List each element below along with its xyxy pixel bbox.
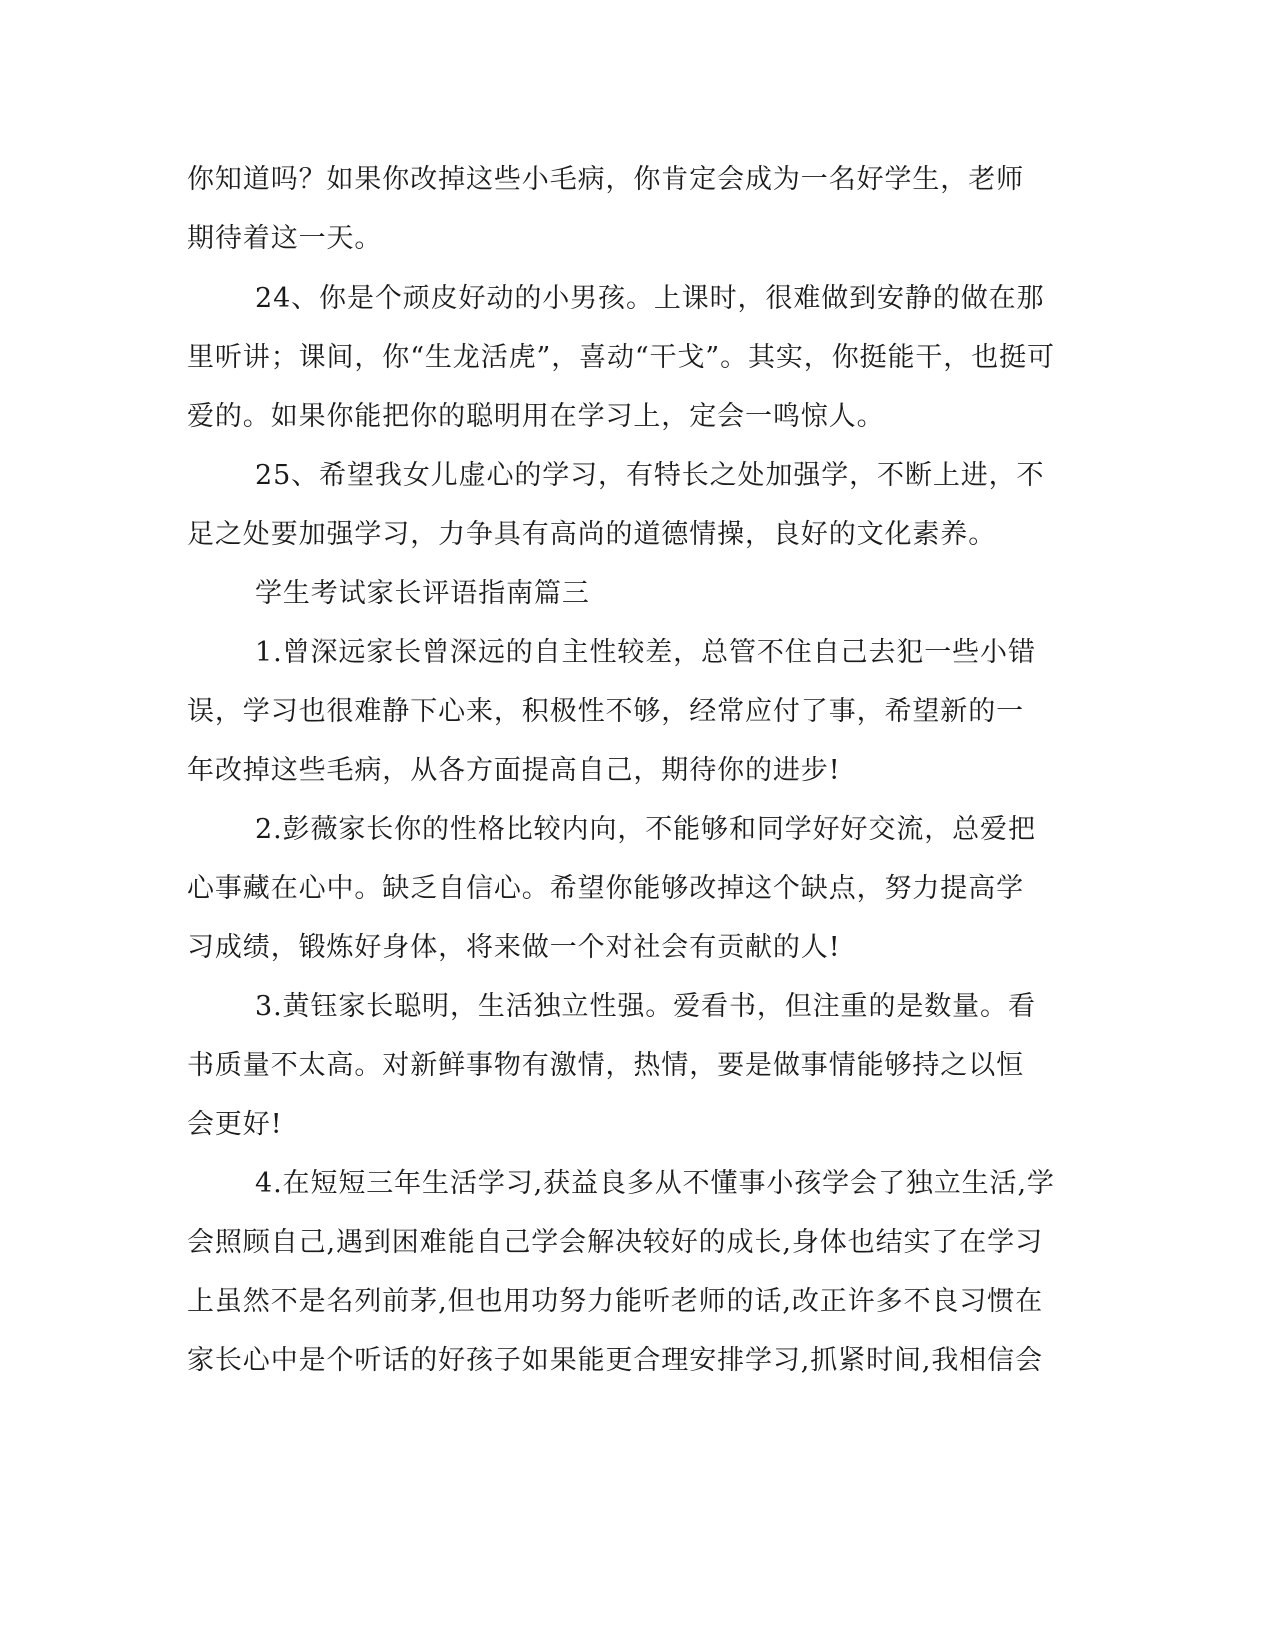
text-line: 心事藏在心中。缺乏自信心。希望你能够改掉这个缺点，努力提高学 [187,873,1024,904]
text-line: 爱的。如果你能把你的聪明用在学习上，定会一鸣惊人。 [187,401,885,432]
paragraph-24: 24、你是个顽皮好动的小男孩。上课时，很难做到安静的做在那 [255,283,1045,314]
text-line: 上虽然不是名列前茅,但也用功努力能听老师的话,改正许多不良习惯在 [187,1286,1043,1317]
paragraph-4: 4.在短短三年生活学习,获益良多从不懂事小孩学会了独立生活,学 [255,1168,1055,1199]
text-line: 你知道吗？如果你改掉这些小毛病，你肯定会成为一名好学生，老师 [187,164,1024,195]
text-line: 会更好! [187,1109,283,1140]
section-heading: 学生考试家长评语指南篇三 [255,578,590,609]
text-line: 书质量不太高。对新鲜事物有激情，热情，要是做事情能够持之以恒 [187,1050,1024,1081]
text-line: 年改掉这些毛病，从各方面提高自己，期待你的进步! [187,755,841,786]
paragraph-2: 2.彭薇家长你的性格比较内向，不能够和同学好好交流，总爱把 [255,814,1036,845]
text-line: 习成绩，锻炼好身体，将来做一个对社会有贡献的人! [187,932,841,963]
paragraph-3: 3.黄钰家长聪明，生活独立性强。爱看书，但注重的是数量。看 [255,991,1036,1022]
text-line: 家长心中是个听话的好孩子如果能更合理安排学习,抓紧时间,我相信会 [187,1345,1043,1376]
text-line: 里听讲；课间，你“生龙活虎”，喜动“干戈”。其实，你挺能干，也挺可 [187,342,1055,373]
text-line: 足之处要加强学习，力争具有高尚的道德情操，良好的文化素养。 [187,519,997,550]
text-line: 会照顾自己,遇到困难能自己学会解决较好的成长,身体也结实了在学习 [187,1227,1043,1258]
paragraph-25: 25、希望我女儿虚心的学习，有特长之处加强学，不断上进，不 [255,460,1045,491]
text-line: 期待着这一天。 [187,223,383,254]
paragraph-1: 1.曾深远家长曾深远的自主性较差，总管不住自己去犯一些小错 [255,637,1036,668]
text-line: 误，学习也很难静下心来，积极性不够，经常应付了事，希望新的一 [187,696,1024,727]
